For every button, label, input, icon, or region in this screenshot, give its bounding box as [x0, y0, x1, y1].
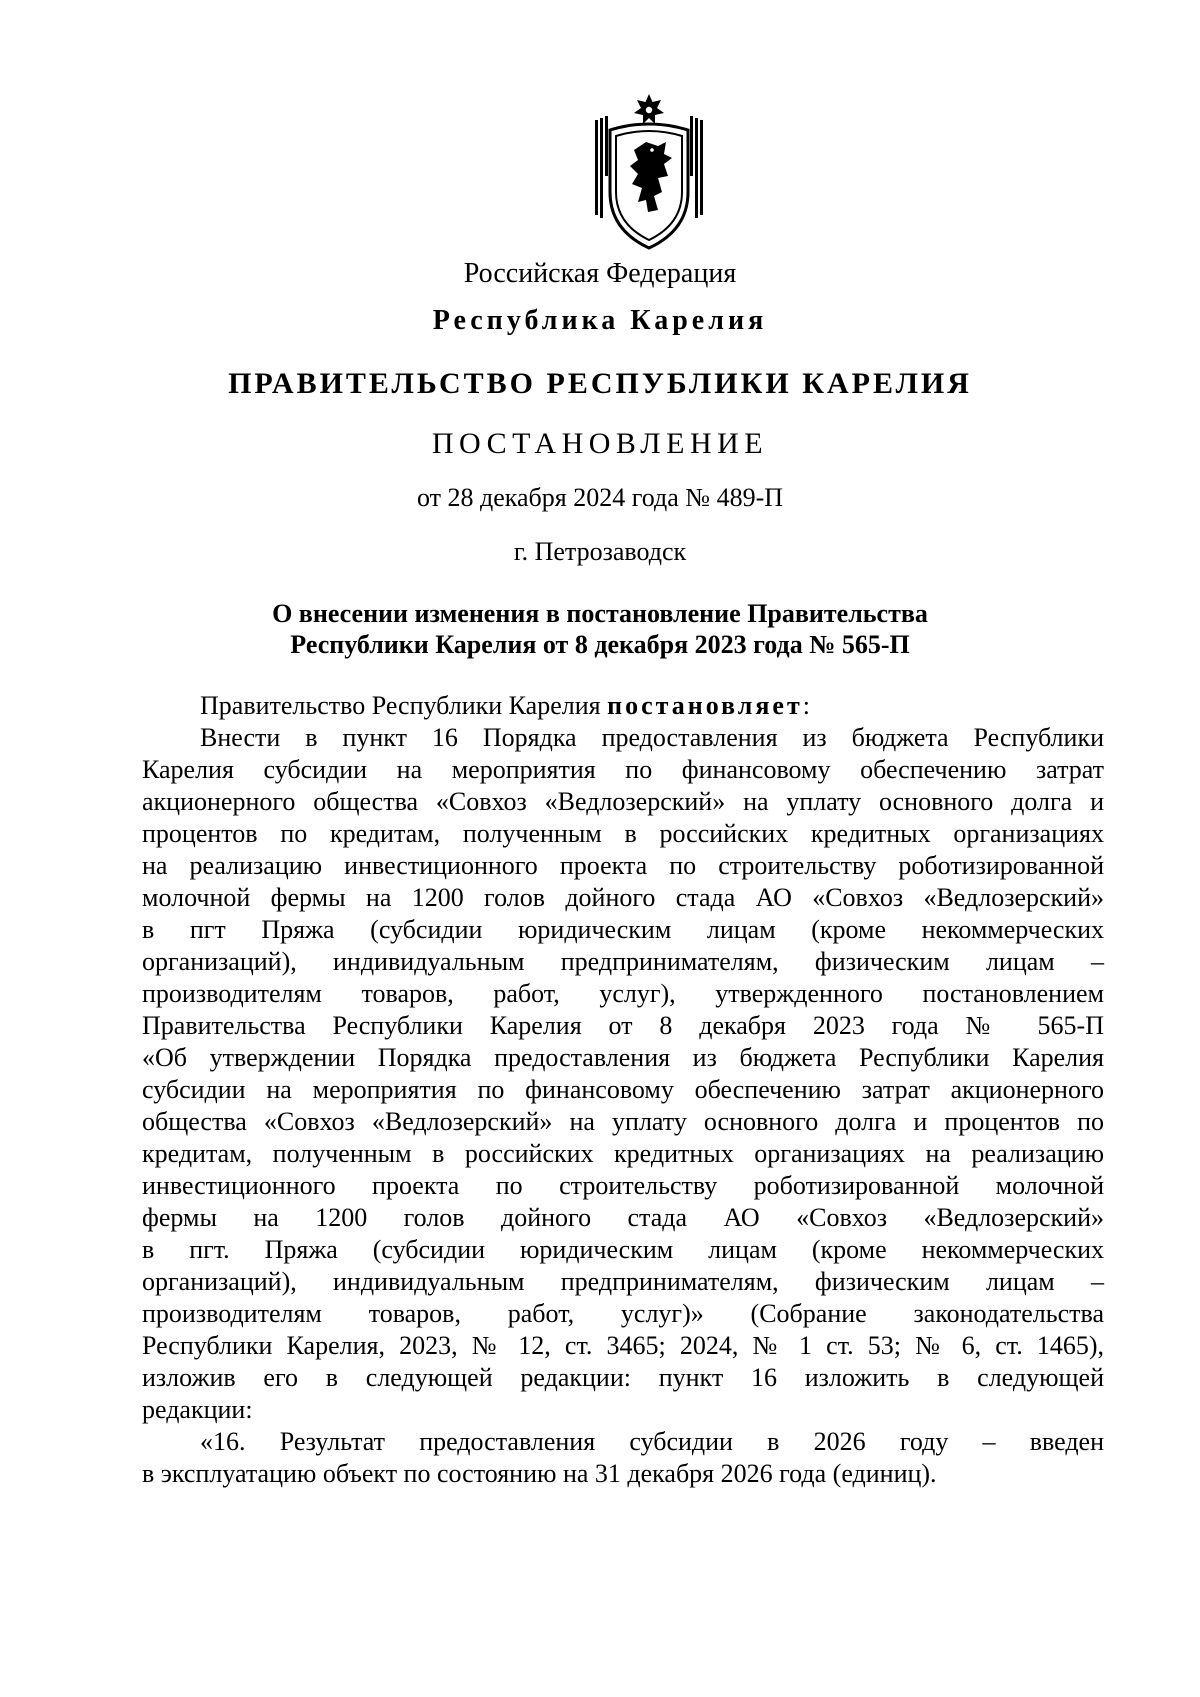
republic-name: Республика Карелия: [432, 305, 768, 336]
body-line: в эксплуатацию объект по состоянию на 31 декабря 2026 года (единиц).: [142, 1459, 937, 1488]
body-line: организаций), индивидуальным предпринимателям, физическим лицам –: [142, 1267, 1104, 1296]
document-date-number: от 28 декабря 2024 года № 489-П: [416, 483, 784, 512]
body-line: «Об утверждении Порядка предоставления из бюджета Республики Карелия: [142, 1043, 1104, 1072]
document-type: ПОСТАНОВЛЕНИЕ: [431, 427, 769, 460]
karelia-coat-of-arms-icon: [592, 92, 706, 250]
body-line: организаций), индивидуальным предпринимателям, физическим лицам –: [142, 947, 1104, 976]
body-line: инвестиционного проекта по строительству роботизированной молочной: [142, 1171, 1104, 1200]
government-name: ПРАВИТЕЛЬСТВО РЕСПУБЛИКИ КАРЕЛИЯ: [228, 367, 972, 400]
body-line: Правительства Республики Карелия от 8 декабря 2023 года № 565-П: [142, 1011, 1104, 1040]
body-line: в пгт. Пряжа (субсидии юридическим лицам (кроме некоммерческих: [142, 1235, 1104, 1264]
body-line: молочной фермы на 1200 голов дойного стада АО «Совхоз «Ведлозерский»: [142, 883, 1104, 912]
body-line: Республики Карелия, 2023, № 12, ст. 3465; 2024, № 1 ст. 53; № 6, ст. 1465),: [142, 1331, 1104, 1360]
country-name: Российская Федерация: [463, 258, 737, 289]
body-line: фермы на 1200 голов дойного стада АО «Совхоз «Ведлозерский»: [142, 1203, 1104, 1232]
title-line: О внесении изменения в постановление Правительства: [272, 599, 928, 628]
body-line: производителям товаров, работ, услуг)» (Собрание законодательства: [142, 1299, 1104, 1328]
body-line: Карелия субсидии на мероприятия по финансовому обеспечению затрат: [142, 755, 1104, 784]
body-line: редакции:: [142, 1395, 253, 1424]
intro-colon: :: [802, 691, 810, 720]
intro-verb: постановляет: [607, 691, 803, 720]
body-line: производителям товаров, работ, услуг), утвержденного постановлением: [142, 979, 1104, 1008]
body-line: акционерного общества «Совхоз «Ведлозерский» на уплату основного долга и: [142, 787, 1104, 816]
body-line: Внести в пункт 16 Порядка предоставления из бюджета Республики: [200, 723, 1104, 752]
title-line: Республики Карелия от 8 декабря 2023 года № 565-П: [290, 630, 910, 659]
body-line: изложив его в следующей редакции: пункт 16 изложить в следующей: [142, 1363, 1104, 1392]
intro-paragraph: [142, 690, 1104, 722]
body-line: субсидии на мероприятия по финансовому обеспечению затрат акционерного: [142, 1075, 1104, 1104]
document-city: г. Петрозаводск: [513, 537, 687, 566]
body-line: в пгт Пряжа (субсидии юридическим лицам (кроме некоммерческих: [142, 915, 1104, 944]
body-line: общества «Совхоз «Ведлозерский» на уплату основного долга и процентов по: [142, 1107, 1104, 1136]
document-body: [142, 690, 1104, 1490]
body-line: кредитам, полученным в российских кредитных организациях на реализацию: [142, 1139, 1104, 1168]
body-line: «16. Результат предоставления субсидии в 2026 году – введен: [200, 1427, 1104, 1456]
document-title: [0, 598, 1200, 660]
body-line: процентов по кредитам, полученным в российских кредитных организациях: [142, 819, 1104, 848]
intro-text: Правительство Республики Карелия: [200, 691, 608, 720]
body-line: на реализацию инвестиционного проекта по строительству роботизированной: [142, 851, 1104, 880]
